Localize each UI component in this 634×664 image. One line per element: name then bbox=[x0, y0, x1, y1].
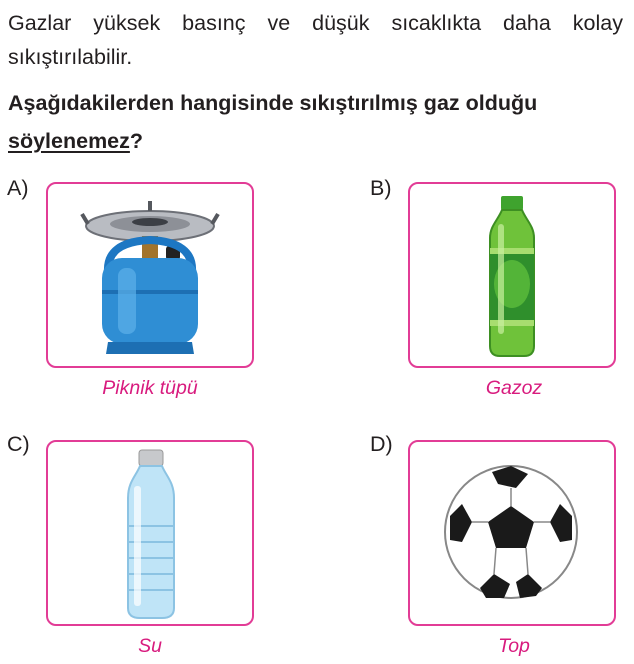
intro-text: Gazlar yüksek basınç ve düşük sıcaklıkta daha kolay sıkıştırılabilir. bbox=[8, 11, 623, 69]
option-d-caption: Top bbox=[498, 635, 530, 657]
water-bottle-icon bbox=[48, 442, 252, 624]
option-d-letter[interactable]: D) bbox=[370, 432, 393, 456]
gas-cylinder-icon bbox=[48, 184, 252, 366]
option-d-card[interactable] bbox=[408, 440, 616, 626]
option-c-letter[interactable]: C) bbox=[7, 432, 30, 456]
soccer-ball-icon bbox=[410, 442, 614, 624]
question-mark: ? bbox=[129, 129, 144, 153]
option-a-letter[interactable]: A) bbox=[7, 176, 29, 200]
question-text bbox=[8, 84, 628, 160]
question-main: Aşağıdakilerden hangisinde sıkıştırılmış gaz olduğu bbox=[8, 91, 538, 115]
option-b-letter[interactable]: B) bbox=[370, 176, 392, 200]
question-underlined: söylenemez bbox=[8, 129, 130, 153]
option-a-caption: Piknik tüpü bbox=[102, 377, 198, 399]
option-c-card[interactable] bbox=[46, 440, 254, 626]
option-b-caption: Gazoz bbox=[485, 377, 543, 399]
option-c-caption: Su bbox=[138, 635, 162, 657]
option-a-card[interactable] bbox=[46, 182, 254, 368]
option-b-card[interactable] bbox=[408, 182, 616, 368]
soda-bottle-icon bbox=[410, 184, 614, 366]
